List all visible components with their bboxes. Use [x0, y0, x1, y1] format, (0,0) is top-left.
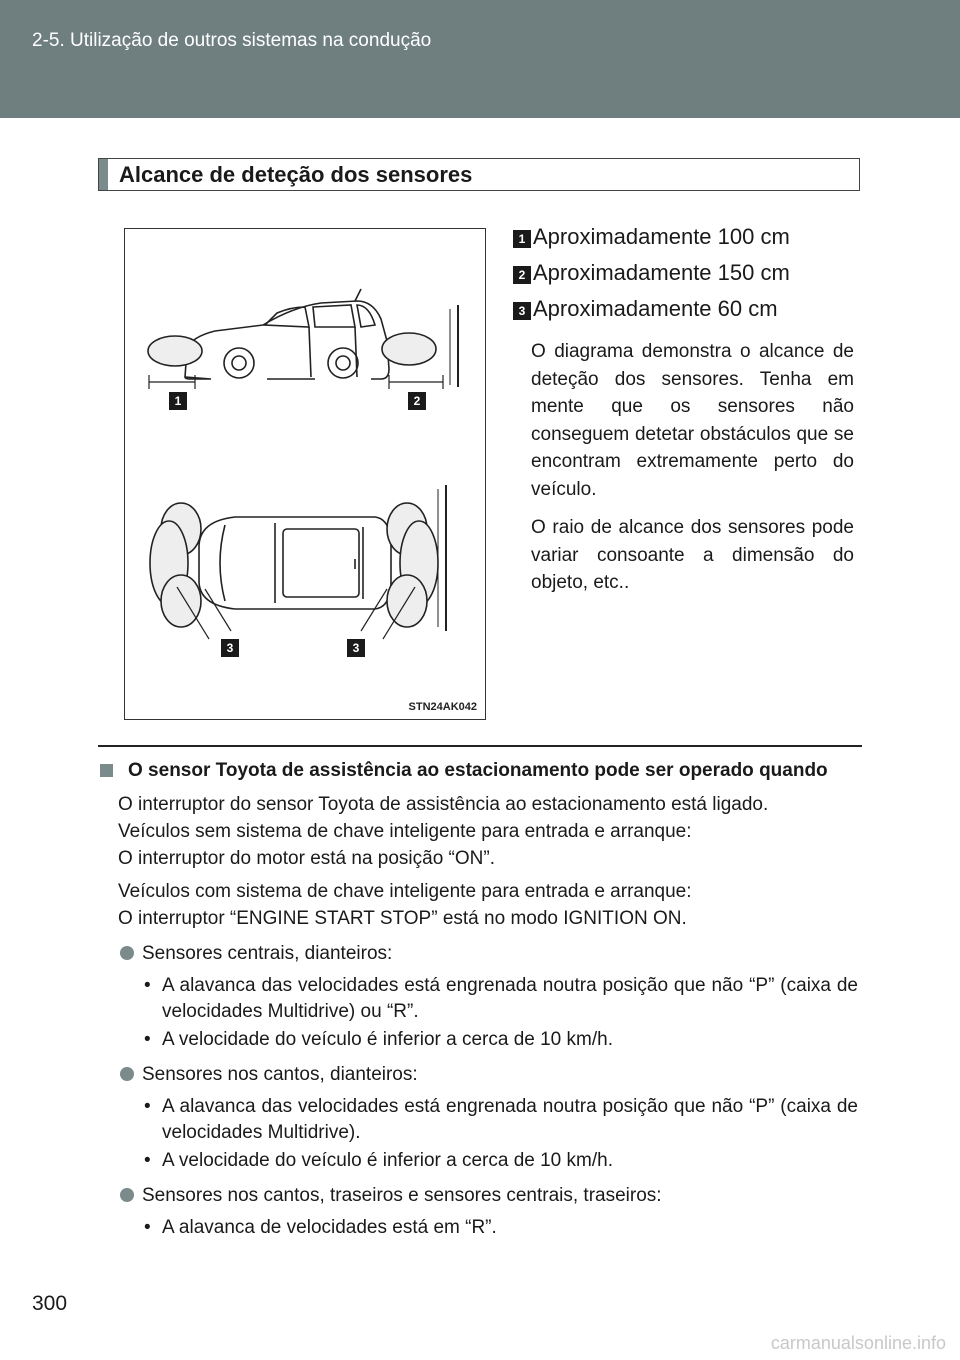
heading-title: Alcance de deteção dos sensores [119, 162, 473, 187]
conditions-title: O sensor Toyota de assistência ao estacionamento pode ser operado quando [128, 760, 828, 781]
list-item: • A alavanca de velocidades está em “R”. [144, 1217, 497, 1238]
heading-accent-bar [99, 159, 108, 190]
callout-1: 1 [169, 392, 187, 410]
sensor-group-label: Sensores nos cantos, dianteiros: [142, 1064, 418, 1085]
smart-key-label: Veículos com sistema de chave inteligente para entrada e arranque: [118, 881, 692, 902]
top-view-car [199, 517, 391, 609]
sensor-range-diagram [124, 228, 486, 720]
header-bar [0, 0, 960, 118]
callout-2: 2 [408, 392, 426, 410]
front-range-bubble-side [148, 336, 202, 366]
list-item-text: A velocidade do veículo é inferior a cerca de 10 km/h. [162, 1150, 613, 1171]
circle-bullet-icon [120, 1188, 134, 1202]
page-number: 300 [32, 1292, 68, 1315]
rear-range-bubble-side [382, 333, 436, 365]
section-title: 2-5. Utilização de outros sistemas na condução [32, 30, 432, 51]
circle-bullet-icon [120, 1067, 134, 1081]
list-item-text: A velocidade do veículo é inferior a cerca de 10 km/h. [162, 1029, 613, 1050]
list-item-text: A alavanca de velocidades está em “R”. [162, 1217, 497, 1238]
square-bullet-icon [100, 764, 113, 777]
list-item: • A velocidade do veículo é inferior a cerca de 10 km/h. [144, 1029, 613, 1050]
circle-bullet-icon [120, 946, 134, 960]
no-smart-key-detail: O interruptor do motor está na posição “ON”. [118, 848, 495, 869]
legend-badge: 2 [513, 266, 531, 284]
range-note: O raio de alcance dos sensores pode variar consoante a dimensão do objeto, etc.. [531, 517, 854, 593]
sensor-group [118, 1061, 858, 1088]
callout-3-left: 3 [221, 639, 239, 657]
smart-key-detail: O interruptor “ENGINE START STOP” está no modo IGNITION ON. [118, 908, 687, 929]
conditions-heading [98, 757, 858, 785]
sensor-group [118, 940, 858, 967]
legend-badge: 1 [513, 230, 531, 248]
list-item-text: A alavanca das velocidades está engrenada noutra posição que não “P” (caixa de velocidades Multidrive) ou “R”. [162, 975, 858, 1022]
legend-text: Aproximadamente 60 cm [533, 296, 778, 321]
list-item: • A alavanca das velocidades está engrenada noutra posição que não “P” (caixa de velocidades Multidrive) ou “R”. [144, 975, 858, 1022]
divider [98, 745, 862, 747]
figure-code: STN24AK042 [408, 701, 477, 713]
legend-text: Aproximadamente 100 cm [533, 224, 790, 249]
section-heading [98, 158, 860, 191]
sensor-group-label: Sensores nos cantos, traseiros e sensores centrais, traseiros: [142, 1185, 662, 1206]
list-item: • A alavanca das velocidades está engrenada noutra posição que não “P” (caixa de velocidades Multidrive). [144, 1096, 858, 1143]
legend-text: Aproximadamente 150 cm [533, 260, 790, 285]
side-view-car [185, 289, 389, 379]
diagram-illustration [125, 229, 487, 721]
list-item-text: A alavanca das velocidades está engrenada noutra posição que não “P” (caixa de velocidades Multidrive). [162, 1096, 858, 1143]
operating-conditions [98, 757, 858, 1241]
list-item: • A velocidade do veículo é inferior a cerca de 10 km/h. [144, 1150, 613, 1171]
legend-badge: 3 [513, 302, 531, 320]
callout-3-right: 3 [347, 639, 365, 657]
no-smart-key-label: Veículos sem sistema de chave inteligente para entrada e arranque: [118, 821, 692, 842]
sensor-group-label: Sensores centrais, dianteiros: [142, 943, 393, 964]
watermark: carmanualsonline.info [770, 1333, 946, 1353]
sensor-group [118, 1182, 858, 1209]
conditions-intro: O interruptor do sensor Toyota de assistência ao estacionamento está ligado. [118, 794, 769, 815]
diagram-note: O diagrama demonstra o alcance de deteção dos sensores. Tenha em mente que os sensores não conseguem detetar obstáculos que se encontram extremamente perto do veículo. [531, 341, 854, 500]
